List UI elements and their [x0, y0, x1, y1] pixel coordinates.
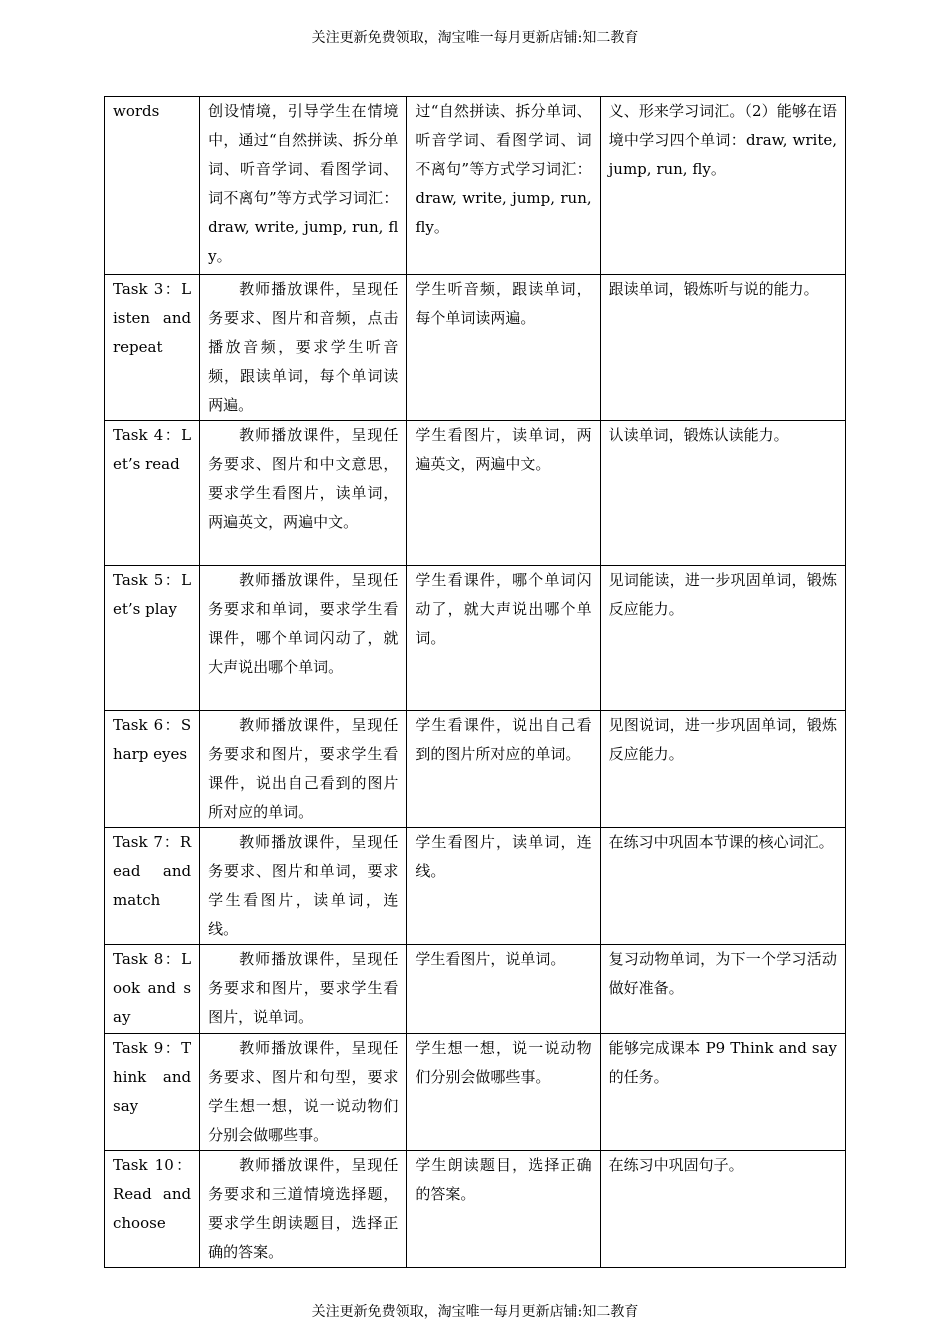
student-activity-cell: 学生看图片，读单词，两遍英文，两遍中文。 — [407, 421, 600, 566]
design-purpose-cell: 复习动物单词，为下一个学习活动做好准备。 — [600, 945, 845, 1034]
design-purpose-cell: 见词能读，进一步巩固单词，锻炼反应能力。 — [600, 566, 845, 711]
table-row — [105, 945, 846, 1034]
teacher-activity-cell — [200, 828, 407, 945]
lesson-plan-table — [104, 96, 846, 1268]
task-cell: Task 9：Think and say — [105, 1034, 200, 1151]
student-activity-cell: 学生看课件，哪个单词闪动了，就大声说出哪个单词。 — [407, 566, 600, 711]
task-cell: Task 7：Read and match — [105, 828, 200, 945]
task-cell: Task 6：Sharp eyes — [105, 711, 200, 828]
student-activity-cell: 学生听音频，跟读单词，每个单词读两遍。 — [407, 275, 600, 421]
teacher-activity-text: 教师播放课件，呈现任务要求和图片，要求学生看图片，说单词。 — [208, 950, 399, 1026]
student-activity-cell: 学生看图片，说单词。 — [407, 945, 600, 1034]
design-purpose-cell: 在练习中巩固句子。 — [600, 1151, 845, 1268]
teacher-activity-cell: 创设情境，引导学生在情境中，通过“自然拼读、拆分单词、听音学词、看图学词、词不离句”等方式学习词汇：draw, write, jump, run, fly。 — [200, 97, 407, 275]
design-purpose-cell: 义、形来学习词汇。（2）能够在语境中学习四个单词：draw, write, jump, run, fly。 — [600, 97, 845, 275]
table-row — [105, 275, 846, 421]
page-header: 关注更新免费领取，淘宝唯一每月更新店铺:知二教育 — [311, 30, 639, 46]
table-row — [105, 566, 846, 711]
teacher-activity-text: 教师播放课件，呈现任务要求、图片和句型，要求学生想一想，说一说动物们分别会做哪些事。 — [208, 1039, 399, 1144]
task-cell: Task 10：Read and choose — [105, 1151, 200, 1268]
table-row — [105, 97, 846, 275]
teacher-activity-text: 教师播放课件，呈现任务要求、图片和单词，要求学生看图片，读单词，连线。 — [208, 833, 399, 938]
teacher-activity-text: 教师播放课件，呈现任务要求、图片和音频，点击播放音频，要求学生听音频，跟读单词，每个单词读两遍。 — [208, 280, 399, 414]
design-purpose-cell: 在练习中巩固本节课的核心词汇。 — [600, 828, 845, 945]
student-activity-cell: 学生想一想，说一说动物们分别会做哪些事。 — [407, 1034, 600, 1151]
teacher-activity-cell — [200, 1034, 407, 1151]
teacher-activity-text: 教师播放课件，呈现任务要求和单词，要求学生看课件，哪个单词闪动了，就大声说出哪个单词。 — [208, 571, 399, 676]
task-cell: Task 5：Let’s play — [105, 566, 200, 711]
teacher-activity-cell — [200, 566, 407, 711]
table-row — [105, 1151, 846, 1268]
teacher-activity-cell — [200, 1151, 407, 1268]
table-row — [105, 828, 846, 945]
student-activity-cell: 学生看图片，读单词，连线。 — [407, 828, 600, 945]
task-cell: Task 3：Listen and repeat — [105, 275, 200, 421]
task-cell: Task 4：Let’s read — [105, 421, 200, 566]
task-cell: Task 8：Look and say — [105, 945, 200, 1034]
design-purpose-cell: 认读单词，锻炼认读能力。 — [600, 421, 845, 566]
teacher-activity-text: 教师播放课件，呈现任务要求和图片，要求学生看课件，说出自己看到的图片所对应的单词。 — [208, 716, 399, 821]
teacher-activity-cell — [200, 711, 407, 828]
teacher-activity-cell — [200, 945, 407, 1034]
teacher-activity-cell — [200, 275, 407, 421]
table-row — [105, 421, 846, 566]
table-row — [105, 1034, 846, 1151]
student-activity-cell: 学生朗读题目，选择正确的答案。 — [407, 1151, 600, 1268]
teacher-activity-cell — [200, 421, 407, 566]
page-footer: 关注更新免费领取，淘宝唯一每月更新店铺:知二教育 — [311, 1304, 639, 1320]
student-activity-cell: 过“自然拼读、拆分单词、听音学词、看图学词、词不离句”等方式学习词汇：draw, write, jump, run, fly。 — [407, 97, 600, 275]
teacher-activity-text: 教师播放课件，呈现任务要求、图片和中文意思，要求学生看图片，读单词，两遍英文，两遍中文。 — [208, 426, 399, 531]
design-purpose-cell: 见图说词，进一步巩固单词，锻炼反应能力。 — [600, 711, 845, 828]
design-purpose-cell: 能够完成课本 P9 Think and say 的任务。 — [600, 1034, 845, 1151]
task-cell: words — [105, 97, 200, 275]
table-row — [105, 711, 846, 828]
student-activity-cell: 学生看课件，说出自己看到的图片所对应的单词。 — [407, 711, 600, 828]
design-purpose-cell: 跟读单词，锻炼听与说的能力。 — [600, 275, 845, 421]
teacher-activity-text: 教师播放课件，呈现任务要求和三道情境选择题，要求学生朗读题目，选择正确的答案。 — [208, 1156, 399, 1261]
